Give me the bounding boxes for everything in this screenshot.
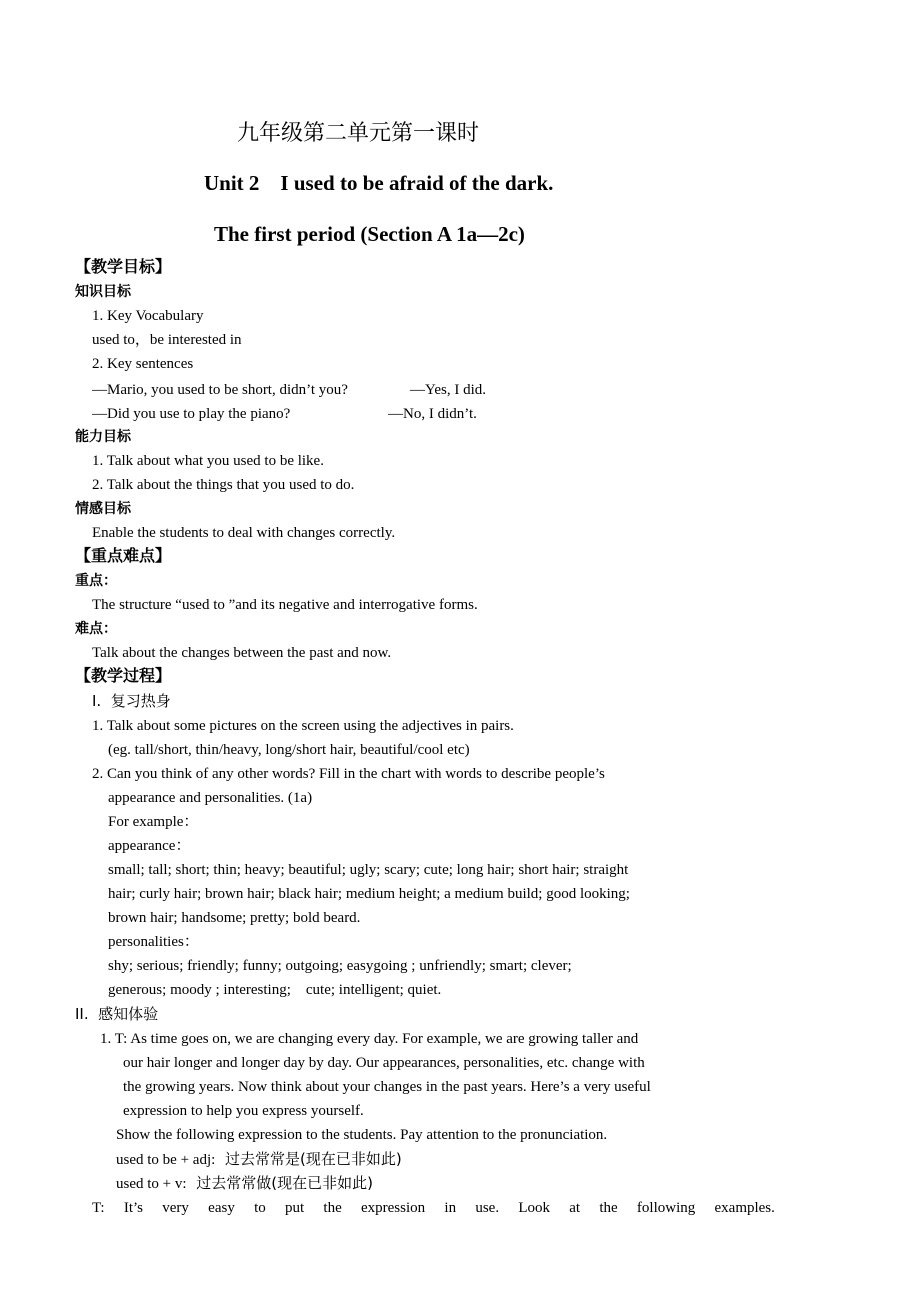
sentence-2-question: —Did you use to play the piano? (92, 406, 291, 422)
usage-1-meaning: 过去常常是(现在已非如此) (225, 1150, 402, 1168)
part-2-item-1-line-2: our hair longer and longer day by day. Our appearances, personalities, etc. change with (123, 1055, 645, 1071)
emotion-label: 情感目标 (75, 501, 131, 517)
chinese-title: 九年级第二单元第一课时 (237, 121, 480, 146)
last-line-justified (92, 1199, 775, 1217)
part-1-item-2-line-2: appearance and personalities. (1a) (108, 790, 313, 806)
personalities-line-1: shy; serious; friendly; funny; outgoing; easygoing ; unfriendly; smart; clever; (108, 958, 572, 974)
last-line-word: following (636, 1200, 696, 1216)
last-line-word: expression (361, 1200, 426, 1216)
part-1-item-1: 1. Talk about some pictures on the screen using the adjectives in pairs. (92, 718, 514, 734)
last-line-word: examples. (714, 1200, 775, 1216)
period-title: The first period (Section A 1a—2c) (214, 222, 525, 246)
vocab-heading: 1. Key Vocabulary (92, 308, 204, 324)
appearance-line-2: hair; curly hair; brown hair; black hair; medium height; a medium build; good looking; (108, 886, 630, 902)
part-2-item-1-line-3: the growing years. Now think about your changes in the past years. Here’s a very useful (123, 1079, 651, 1095)
for-example-label: For example： (108, 814, 199, 830)
last-line-word: use. (475, 1200, 500, 1216)
difficult-point-text: Talk about the changes between the past and now. (92, 645, 392, 661)
vocab-items: used to，be interested in (92, 332, 242, 348)
ability-item-2: 2. Talk about the things that you used to do. (92, 477, 355, 493)
appearance-label: appearance： (108, 838, 191, 854)
part-2-item-1-line-1: 1. T: As time goes on, we are changing every day. For example, we are growing taller and (100, 1031, 639, 1047)
difficult-point-label: 难点： (75, 621, 117, 637)
part-1-item-1-example: (eg. tall/short, thin/heavy, long/short hair, beautiful/cool etc) (108, 742, 470, 758)
key-point-label: 重点： (75, 573, 117, 589)
last-line-word: to (254, 1200, 266, 1216)
sentence-2-answer: —No, I didn’t. (388, 406, 477, 422)
last-line-word: T: (92, 1200, 105, 1216)
last-line-word: the (599, 1200, 618, 1216)
part-2-heading: II. 感知体验 (75, 1005, 159, 1023)
sentence-1-question: —Mario, you used to be short, didn’t you? (92, 382, 348, 398)
last-line-word: in (444, 1200, 457, 1216)
usage-1 (116, 1150, 402, 1169)
part-1-item-2-line-1: 2. Can you think of any other words? Fill in the chart with words to describe people’s (92, 766, 605, 782)
last-line-word: put (285, 1200, 305, 1216)
show-expression-line: Show the following expression to the students. Pay attention to the pronunciation. (116, 1127, 608, 1143)
ability-item-1: 1. Talk about what you used to be like. (92, 453, 324, 469)
last-line-word: It’s (123, 1200, 144, 1216)
ability-label: 能力目标 (75, 429, 131, 445)
appearance-line-1: small; tall; short; thin; heavy; beautiful; ugly; scary; cute; long hair; short hair; straight (108, 862, 629, 878)
usage-2-formula: used to + v: (116, 1176, 187, 1192)
key-point-text: The structure “used to ”and its negative and interrogative forms. (92, 597, 478, 613)
personalities-line-2: generous; moody ; interesting; cute; intelligent; quiet. (108, 982, 442, 998)
process-heading: 【教学过程】 (75, 666, 172, 685)
key-points-heading: 【重点难点】 (75, 546, 172, 565)
appearance-line-3: brown hair; handsome; pretty; bold beard. (108, 910, 361, 926)
usage-2 (116, 1174, 373, 1193)
part-1-heading: I. 复习热身 (92, 692, 171, 710)
last-line-word: easy (208, 1200, 235, 1216)
last-line-word: Look (518, 1200, 550, 1216)
last-line-word: very (162, 1200, 189, 1216)
emotion-item-1: Enable the students to deal with changes correctly. (92, 525, 396, 541)
unit-title: Unit 2 I used to be afraid of the dark. (204, 171, 554, 195)
personalities-label: personalities： (108, 934, 199, 950)
part-2-item-1-line-4: expression to help you express yourself. (123, 1103, 364, 1119)
knowledge-label: 知识目标 (75, 284, 131, 300)
last-line-word: the (323, 1200, 342, 1216)
objectives-heading: 【教学目标】 (75, 257, 172, 276)
sentence-1-answer: —Yes, I did. (410, 382, 486, 398)
usage-1-formula: used to be + adj: (116, 1152, 216, 1168)
last-line-word: at (569, 1200, 581, 1216)
sentences-heading: 2. Key sentences (92, 356, 194, 372)
usage-2-meaning: 过去常常做(现在已非如此) (196, 1174, 374, 1192)
